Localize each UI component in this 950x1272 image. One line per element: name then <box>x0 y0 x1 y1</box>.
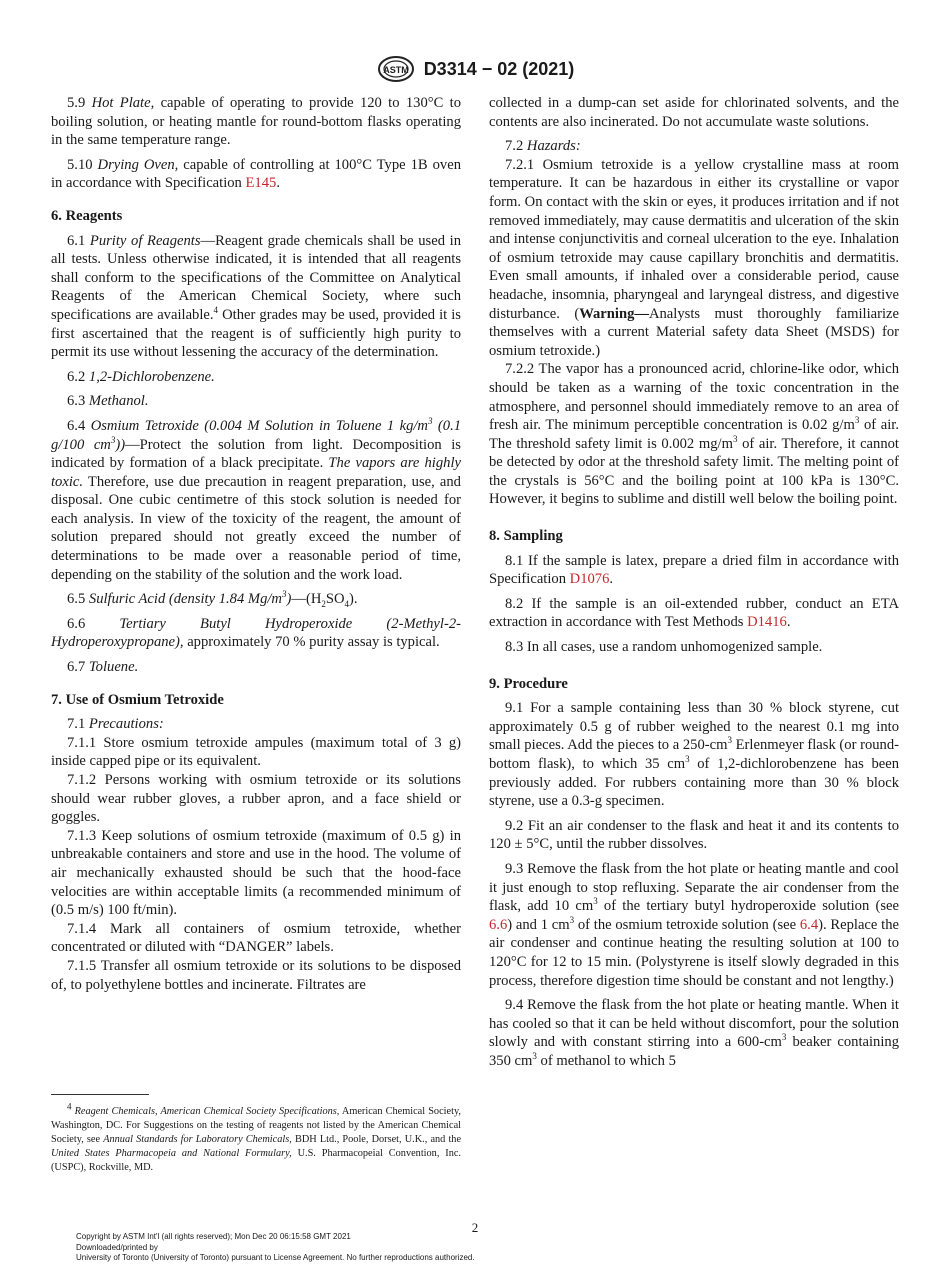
footer-line: Copyright by ASTM Int'l (all rights reserved); Mon Dec 20 06:15:58 GMT 2021 <box>76 1232 351 1241</box>
paragraph-6-1: 6.1 Purity of Reagents—Reagent grade chemicals shall be used in all tests. Unless otherwise indicated, it is intended that all reagents shall conform to the specifications of the Committee on Analytical Reagents of the American Chemical Society, where such specifications are available.$^4$ Other grades may be used, provided it is first ascertained that the reagent is of sufficiently high purity to permit its use without lessening the accuracy of the determination. <box>51 232 462 361</box>
paragraph-7-1: 7.1 Precautions: <box>67 716 164 733</box>
paragraph-6-5: 6.5 Sulfuric Acid (density 1.84 $Mg/m^3)—(H_2SO_4)$. <box>67 589 358 610</box>
paragraph-6-4: 6.4 Osmium Tetroxide (0.004 M Solution in Toluene 1 $kg/m^3$ (0.1 g/100 $cm^3))—Protect$ the solution from light. Decomposition is indicated by formation of a black precipitate. The vapors are highly toxic. Therefore, use due precaution in reagent preparation, use, and disposal. One cubic centimetre of this stock solution is needed for each analysis. In view of the toxicity of the reagent, the amount of solution prepared should not greatly exceed the number of determinations to be made over a reasonable period of time, depending on the stability of the solution and the work load. <box>51 416 462 583</box>
paragraph-7-1-1: 7.1.1 Store osmium tetroxide ampules (maximum total of 3 g) inside capped pipe or its equivalent. <box>51 734 461 770</box>
paragraph-6-7: 6.7 Toluene. <box>67 659 139 676</box>
paragraph-7-1-5-continued: collected in a dump-can set aside for chlorinated solvents, and the contents are also incinerated. Do not accumulate waste solutions. <box>489 95 899 130</box>
left-column <box>51 94 461 994</box>
astm-logo-icon <box>376 55 416 83</box>
copyright-footer <box>76 1232 475 1264</box>
paragraph-6-2: 6.2 1,2-Dichlorobenzene. <box>67 368 215 385</box>
paragraph-9-2: 9.2 Fit an air condenser to the flask and heat it and its contents to 120 ± 5°C, until the rubber dissolves. <box>489 817 899 853</box>
paragraph-7-1-3: 7.1.3 Keep solutions of osmium tetroxide (maximum of 0.5 g) in unbreakable containers and store and use in the hood. The volume of air mechanically exhausted should be such that the hood-face velocities are within acceptable limits (a recommended minimum of (0.5 m/s) 100 ft/min). <box>51 827 461 919</box>
paragraph-7-2: 7.2 Hazards: <box>505 138 581 155</box>
link-6-4[interactable]: 6.4 <box>799 916 819 933</box>
footer-line: Downloaded/printed by <box>76 1242 158 1252</box>
link-6-6[interactable]: 6.6 <box>489 916 508 933</box>
paragraph-6-6: 6.6 Tertiary Butyl Hydroperoxide (2-Methyl-2-Hydroperoxypropane), approximately 70 % purity assay is typical. <box>51 615 461 651</box>
paragraph-7-1-4: 7.1.4 Mark all containers of osmium tetroxide, whether concentrated or diluted with “DANGER” labels. <box>51 920 461 956</box>
link-d1416[interactable]: D1416 <box>747 614 787 631</box>
paragraph-7-2-1: 7.2.1 Osmium tetroxide is a yellow crystalline mass at room temperature. It can be hazardous in either its crystalline or vapor form. On contact with the skin or eyes, it produces irritation and if not removed immediately, may cause dermatitis and ulceration of the skin and intense conjunctivitis and corneal ulceration to the eye. Inhalation of osmium tetroxide may cause capillary bronchitis and dermatitis. Even small amounts, if inhaled over a considerable period, cause headache, insomnia, pharyngeal and laryngeal distress, and digestive disturbance. (Warning—Analysts must thoroughly familiarize themselves with a current Material safety data Sheet (MSDS) for osmium tetroxide.) <box>489 156 899 359</box>
link-e145[interactable]: E145 <box>245 175 277 192</box>
section-heading-osmium: 7. Use of Osmium Tetroxide <box>51 691 224 708</box>
paragraph-6-3: 6.3 Methanol. <box>67 393 149 410</box>
paragraph-9-3: 9.3 Remove the flask from the hot plate or heating mantle and cool it just enough to stop refluxing. Separate the air condenser from the flask, add 10 $cm^3$ of the tertiary butyl hydroperoxide solution (see 6.6) and 1 $cm^3$ of the osmium tetroxide solution (see 6.4). Replace the air condenser and continue heating the resulting solution at 100 to 120°C for 12 to 15 min. (Polystyrene is itself slowly degraded in this process, therefore digestion time should be constant and not lengthy.) <box>489 860 899 989</box>
paragraph-8-2: 8.2 If the sample is an oil-extended rubber, conduct an ETA extraction in accordance with Test Methods D1416. <box>489 595 899 631</box>
paragraph-8-3: 8.3 In all cases, use a random unhomogenized sample. <box>505 639 823 656</box>
svg-text:ASTM: ASTM <box>382 65 409 75</box>
page-header <box>0 55 950 85</box>
paragraph-7-2-2: 7.2.2 The vapor has a pronounced acrid, chlorine-like odor, which should be taken as a warning of the toxic concentration in the atmosphere, and personnel should immediately remove to an area of fresh air. The minimum perceptible concentration is 0.02 $g/m^3$ of air. The threshold safety limit is 0.002 $mg/m^3$ of air. Therefore, it cannot be detected by odor at the threshold safety limit. The melting point of the crystals is 56°C and the boiling point at 100 kPa is 130°C. However, it begins to sublime and distill well below the boiling point. <box>489 361 899 508</box>
paragraph-9-1: 9.1 For a sample containing less than 30 % block styrene, cut approximately 0.5 g of rubber weighed to the nearest 0.1 mg into small pieces. Add the pieces to a $250-cm^3$ Erlenmeyer flask (or round-bottom flask), to which 35 $cm^3$ of 1,2-dichlorobenzene has been previously added. For rubbers containing more than 30 % block styrene, use a 0.3-g specimen. <box>489 700 900 810</box>
footer-line: University of Toronto (University of Toronto) pursuant to License Agreement. No further reproductions authorized. <box>76 1253 475 1262</box>
link-d1076[interactable]: D1076 <box>569 571 610 588</box>
page-number: 2 <box>471 1220 479 1235</box>
section-heading-procedure: 9. Procedure <box>489 675 568 692</box>
paragraph-7-1-2: 7.1.2 Persons working with osmium tetroxide or its solutions should wear rubber gloves, a rubber apron, and a face shield or goggles. <box>51 772 461 826</box>
right-column <box>489 94 899 1077</box>
footnote-4: $^4$ Reagent Chemicals, American Chemical Society Specifications, American Chemical Society, Washington, DC. For Suggestions on the testing of reagents not listed by the American Chemical Society, see Annual Standards for Laboratory Chemicals, BDH Ltd., Poole, Dorset, U.K., and the United States Pharmacopeia and National Formulary, U.S. Pharmacopeial Convention, Inc. (USPC), Rockville, MD. <box>51 1101 462 1173</box>
document-designation: D3314 − 02 (2021) <box>423 58 575 79</box>
paragraph-5-9: 5.9 Hot Plate, capable of operating to provide 120 to 130°C to boiling solution, or heating mantle for round-bottom flasks operating in the same temperature range. <box>51 95 461 149</box>
paragraph-8-1: 8.1 If the sample is latex, prepare a dried film in accordance with Specification D1076. <box>489 552 899 588</box>
footnote-divider <box>51 1094 149 1095</box>
section-heading-sampling: 8. Sampling <box>489 528 563 545</box>
paragraph-7-1-5: 7.1.5 Transfer all osmium tetroxide or its solutions to be disposed of, to polyethylene bottles and incinerate. Filtrates are <box>51 957 461 993</box>
paragraph-9-4: 9.4 Remove the flask from the hot plate or heating mantle. When it has cooled so that it can be held without discomfort, pour the solution slowly and with constant stirring into a $600-cm^3$ beaker containing 350 $cm^3$ of methanol to which 5 <box>489 997 899 1069</box>
section-heading-reagents: 6. Reagents <box>51 207 123 224</box>
footnote-ref-4[interactable]: 4 <box>213 305 219 316</box>
paragraph-5-10: 5.10 Drying Oven, capable of controlling at 100°C Type 1B oven in accordance with Specification E145. <box>51 156 461 192</box>
